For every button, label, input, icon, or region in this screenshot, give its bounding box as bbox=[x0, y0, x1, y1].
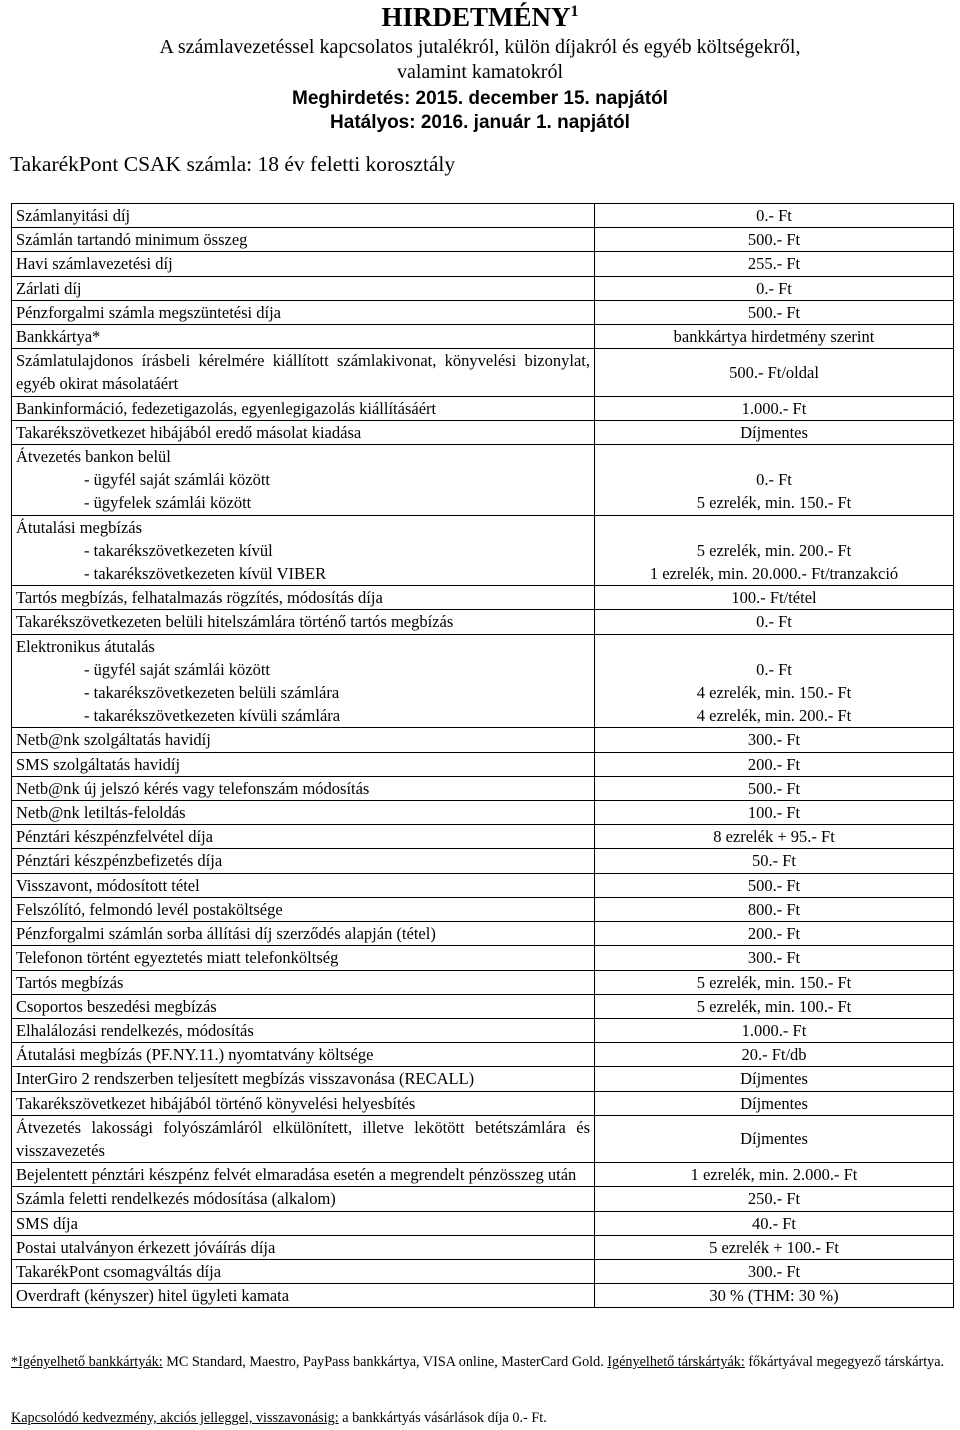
fee-row bbox=[12, 1187, 954, 1211]
fee-value-cell bbox=[595, 1067, 954, 1091]
fee-name: Pénztári készpénzfelvétel díja bbox=[16, 827, 213, 847]
fee-value: Díjmentes bbox=[740, 1093, 808, 1113]
fee-name-cell bbox=[12, 252, 595, 276]
fee-value-cell bbox=[595, 325, 954, 349]
fee-value-cell bbox=[595, 1259, 954, 1283]
fee-table bbox=[11, 203, 954, 1308]
fee-name-cell bbox=[12, 1211, 595, 1235]
fee-name: Csoportos beszedési megbízás bbox=[16, 996, 217, 1016]
cards-label: *Igényelhető bankkártyák: bbox=[11, 1354, 163, 1370]
fee-value-cell bbox=[595, 515, 954, 586]
fee-row bbox=[12, 420, 954, 444]
fee-value: 4 ezrelék, min. 150.- Ft bbox=[696, 683, 852, 703]
fee-value: 0.- Ft bbox=[756, 470, 792, 490]
cards-text: MC Standard, Maestro, PayPass bankkártya, VISA online, MasterCard Gold. bbox=[162, 1354, 608, 1370]
fee-name: Tartós megbízás bbox=[16, 972, 124, 992]
fee-name-cell bbox=[12, 420, 595, 444]
fee-name-cell bbox=[12, 1115, 595, 1162]
discount-footnote bbox=[11, 1409, 951, 1428]
fee-name-cell bbox=[12, 728, 595, 752]
fee-value: 5 ezrelék, min. 150.- Ft bbox=[696, 972, 852, 992]
fee-value: 800.- Ft bbox=[747, 899, 801, 919]
fee-name: Számlanyitási díj bbox=[16, 206, 131, 225]
fee-value: 300.- Ft bbox=[747, 730, 801, 750]
fee-value-cell bbox=[595, 873, 954, 897]
fee-value: 300.- Ft bbox=[747, 1261, 801, 1281]
fee-value: Díjmentes bbox=[740, 1069, 808, 1089]
announcement-date: Meghirdetés: 2015. december 15. napjától bbox=[292, 88, 668, 109]
fee-value bbox=[599, 445, 949, 468]
fee-row bbox=[12, 970, 954, 994]
fee-value-cell bbox=[595, 1091, 954, 1115]
fee-row bbox=[12, 1091, 954, 1115]
fee-name: Bejelentett pénztári készpénz felvét elmaradása esetén a megrendelt pénzösszeg után bbox=[16, 1165, 577, 1185]
fee-value: 4 ezrelék, min. 200.- Ft bbox=[696, 706, 852, 726]
fee-name: - takarékszövetkezeten belüli számlára bbox=[84, 683, 340, 703]
fee-name-cell bbox=[12, 970, 595, 994]
fee-value: 500.- Ft bbox=[747, 875, 801, 895]
fee-name: Pénztári készpénzbefizetés díja bbox=[16, 851, 223, 871]
fee-value: 8 ezrelék + 95.- Ft bbox=[713, 827, 835, 847]
fee-row bbox=[12, 300, 954, 324]
fee-name-cell bbox=[12, 946, 595, 970]
fee-name-cell bbox=[12, 586, 595, 610]
fee-value: 0.- Ft bbox=[756, 612, 792, 632]
title-text: HIRDETMÉNY bbox=[381, 2, 571, 32]
fee-name: Havi számlavezetési díj bbox=[16, 254, 173, 274]
fee-value-cell bbox=[595, 396, 954, 420]
fee-name-cell bbox=[12, 801, 595, 825]
fee-row bbox=[12, 994, 954, 1018]
fee-row bbox=[12, 586, 954, 610]
fee-value-cell bbox=[595, 252, 954, 276]
fee-row bbox=[12, 776, 954, 800]
fee-name: Elektronikus átutalás bbox=[16, 636, 155, 656]
fee-value-cell bbox=[595, 946, 954, 970]
fee-name-cell bbox=[12, 1043, 595, 1067]
fee-value-cell bbox=[595, 610, 954, 634]
fee-value-cell bbox=[595, 276, 954, 300]
fee-name: Átvezetés lakossági folyószámláról elkülönített, illetve lekötött betétszámlára és visszavezetés bbox=[16, 1117, 590, 1160]
fee-name: Számla feletti rendelkezés módosítása (alkalom) bbox=[16, 1189, 336, 1209]
effective-date: Hatályos: 2016. január 1. napjától bbox=[330, 112, 630, 133]
fee-row bbox=[12, 849, 954, 873]
fee-name: - ügyfelek számlái között bbox=[84, 493, 252, 513]
fee-name: Bankkártya* bbox=[16, 327, 101, 347]
fee-value: 1 ezrelék, min. 2.000.- Ft bbox=[690, 1165, 858, 1185]
fee-value-cell bbox=[595, 300, 954, 324]
fee-row bbox=[12, 349, 954, 396]
fee-name: Átutalási megbízás (PF.NY.11.) nyomtatvány költsége bbox=[16, 1045, 374, 1065]
fee-row bbox=[12, 922, 954, 946]
subtitle-line-2: valamint kamatokról bbox=[396, 61, 564, 83]
fee-name: Netb@nk új jelszó kérés vagy telefonszám módosítás bbox=[16, 778, 370, 798]
fee-table-body bbox=[12, 204, 954, 1308]
fee-value-cell bbox=[595, 1115, 954, 1162]
partner-cards-text: főkártyával megegyező társkártya. bbox=[744, 1354, 945, 1370]
fee-name: Bankinformáció, fedezetigazolás, egyenlegigazolás kiállításáért bbox=[16, 398, 437, 418]
fee-name: SMS díja bbox=[16, 1213, 78, 1233]
fee-value-cell bbox=[595, 752, 954, 776]
fee-name-cell bbox=[12, 1018, 595, 1042]
fee-name-cell bbox=[12, 610, 595, 634]
fee-row bbox=[12, 1018, 954, 1042]
fee-row bbox=[12, 752, 954, 776]
fee-name: - takarékszövetkezeten kívül VIBER bbox=[84, 564, 327, 584]
fee-value: 100.- Ft bbox=[747, 803, 801, 823]
fee-value: 40.- Ft bbox=[751, 1213, 796, 1233]
fee-name-cell bbox=[12, 994, 595, 1018]
fee-row bbox=[12, 252, 954, 276]
fee-name: Pénzforgalmi számla megszüntetési díja bbox=[16, 302, 281, 322]
subtitle-line-1: A számlavezetéssel kapcsolatos jutalékról, külön díjakról és egyéb költségekről, bbox=[159, 36, 801, 58]
fee-value: 1 ezrelék, min. 20.000.- Ft/tranzakció bbox=[649, 564, 899, 584]
fee-value-cell bbox=[595, 445, 954, 516]
fee-name-cell bbox=[12, 1091, 595, 1115]
fee-name: - ügyfél saját számlái között bbox=[84, 659, 271, 679]
fee-value-cell bbox=[595, 228, 954, 252]
fee-value: 500.- Ft/oldal bbox=[729, 362, 819, 382]
fee-value: 5 ezrelék, min. 200.- Ft bbox=[696, 540, 852, 560]
fee-name: - ügyfél saját számlái között bbox=[84, 470, 271, 490]
fee-value-cell bbox=[595, 349, 954, 396]
fee-row bbox=[12, 1043, 954, 1067]
fee-name-cell bbox=[12, 445, 595, 516]
fee-name: Postai utalványon érkezett jóváírás díja bbox=[16, 1237, 276, 1257]
fee-value bbox=[599, 516, 949, 539]
fee-row bbox=[12, 1115, 954, 1162]
fee-name: Számlatulajdonos írásbeli kérelmére kiállított számlakivonat, könyvelési bizonylat, egyéb okirat másolatáért bbox=[16, 351, 590, 394]
fee-name-cell bbox=[12, 897, 595, 921]
fee-row bbox=[12, 610, 954, 634]
fee-name: Átvezetés bankon belül bbox=[16, 447, 171, 467]
fee-name-cell bbox=[12, 204, 595, 228]
fee-row bbox=[12, 445, 954, 516]
fee-row bbox=[12, 228, 954, 252]
fee-name-cell bbox=[12, 849, 595, 873]
fee-name: Netb@nk szolgáltatás havidíj bbox=[16, 730, 211, 750]
fee-value-cell bbox=[595, 897, 954, 921]
fee-value-cell bbox=[595, 420, 954, 444]
fee-name: Takarékszövetkezeten belüli hitelszámlára történő tartós megbízás bbox=[16, 612, 454, 632]
fee-value-cell bbox=[595, 1043, 954, 1067]
fee-row bbox=[12, 276, 954, 300]
fee-value: 500.- Ft bbox=[747, 230, 801, 250]
fee-value-cell bbox=[595, 970, 954, 994]
fee-value-cell bbox=[595, 825, 954, 849]
fee-value bbox=[599, 635, 949, 658]
fee-name-cell bbox=[12, 1067, 595, 1091]
fee-value: 200.- Ft bbox=[747, 924, 801, 944]
product-title: TakarékPont CSAK számla: 18 év feletti korosztály bbox=[10, 152, 456, 176]
fee-name: Tartós megbízás, felhatalmazás rögzítés, módosítás díja bbox=[16, 588, 383, 608]
fee-row bbox=[12, 825, 954, 849]
fee-value: 0.- Ft bbox=[756, 659, 792, 679]
fee-row bbox=[12, 1259, 954, 1283]
fee-row bbox=[12, 204, 954, 228]
partner-cards-label: Igényelhető társkártyák: bbox=[607, 1354, 745, 1370]
fee-value: bankkártya hirdetmény szerint bbox=[673, 327, 875, 347]
fee-value: 250.- Ft bbox=[747, 1189, 801, 1209]
fee-value-cell bbox=[595, 1211, 954, 1235]
discount-text: a bankkártyás vásárlások díja 0.- Ft. bbox=[338, 1410, 547, 1426]
fee-name-cell bbox=[12, 228, 595, 252]
fee-name: Felszólító, felmondó levél postaköltsége bbox=[16, 899, 283, 919]
fee-value-cell bbox=[595, 1235, 954, 1259]
fee-value: 1.000.- Ft bbox=[741, 398, 807, 418]
fee-name-cell bbox=[12, 873, 595, 897]
fee-name-cell bbox=[12, 825, 595, 849]
fee-row bbox=[12, 515, 954, 586]
fee-name: Visszavont, módosított tétel bbox=[16, 875, 200, 895]
fee-value-cell bbox=[595, 634, 954, 728]
fee-name-cell bbox=[12, 1284, 595, 1308]
fee-name: Elhalálozási rendelkezés, módosítás bbox=[16, 1020, 254, 1040]
fee-row bbox=[12, 396, 954, 420]
fee-row bbox=[12, 1211, 954, 1235]
fee-row bbox=[12, 1163, 954, 1187]
fee-name-cell bbox=[12, 325, 595, 349]
fee-name: Zárlati díj bbox=[16, 278, 82, 298]
fee-value-cell bbox=[595, 801, 954, 825]
fee-name-cell bbox=[12, 515, 595, 586]
fee-value-cell bbox=[595, 204, 954, 228]
fee-value: 5 ezrelék + 100.- Ft bbox=[709, 1237, 839, 1257]
fee-name-cell bbox=[12, 1259, 595, 1283]
fee-value: 500.- Ft bbox=[747, 778, 801, 798]
fee-value-cell bbox=[595, 776, 954, 800]
fee-value: 255.- Ft bbox=[747, 254, 801, 274]
fee-name: - takarékszövetkezeten kívül bbox=[84, 540, 273, 560]
fee-name-cell bbox=[12, 1235, 595, 1259]
fee-name: InterGiro 2 rendszerben teljesített megbízás visszavonása (RECALL) bbox=[16, 1069, 475, 1089]
fee-value-cell bbox=[595, 1187, 954, 1211]
fee-row bbox=[12, 946, 954, 970]
fee-name: - takarékszövetkezeten kívüli számlára bbox=[84, 706, 341, 726]
fee-value: 0.- Ft bbox=[756, 206, 792, 225]
fee-row bbox=[12, 897, 954, 921]
fee-value: 100.- Ft/tétel bbox=[731, 588, 817, 608]
fee-row bbox=[12, 728, 954, 752]
fee-name: Netb@nk letiltás-feloldás bbox=[16, 803, 186, 823]
fee-value-cell bbox=[595, 1284, 954, 1308]
fee-name-cell bbox=[12, 349, 595, 396]
fee-value-cell bbox=[595, 994, 954, 1018]
fee-row bbox=[12, 325, 954, 349]
fee-name-cell bbox=[12, 1163, 595, 1187]
fee-name: TakarékPont csomagváltás díja bbox=[16, 1261, 222, 1281]
fee-value: 500.- Ft bbox=[747, 302, 801, 322]
fee-row bbox=[12, 1235, 954, 1259]
fee-name-cell bbox=[12, 276, 595, 300]
fee-name-cell bbox=[12, 752, 595, 776]
fee-value: Díjmentes bbox=[740, 422, 808, 442]
fee-value: 5 ezrelék, min. 100.- Ft bbox=[696, 996, 852, 1016]
fee-name: Pénzforgalmi számlán sorba állítási díj szerződés alapján (tétel) bbox=[16, 924, 436, 944]
fee-row bbox=[12, 1067, 954, 1091]
fee-name: Overdraft (kényszer) hitel ügyleti kamata bbox=[16, 1286, 290, 1306]
fee-name-cell bbox=[12, 776, 595, 800]
fee-value: 0.- Ft bbox=[756, 278, 792, 298]
fee-name-cell bbox=[12, 634, 595, 728]
fee-value: 30 % (THM: 30 %) bbox=[709, 1286, 839, 1306]
fee-value: 5 ezrelék, min. 150.- Ft bbox=[696, 493, 852, 513]
fee-name: Átutalási megbízás bbox=[16, 517, 143, 537]
fee-name: Takarékszövetkezet hibájából eredő másolat kiadása bbox=[16, 422, 362, 442]
fee-value-cell bbox=[595, 1163, 954, 1187]
fee-value: 50.- Ft bbox=[751, 851, 796, 871]
fee-value: 1.000.- Ft bbox=[741, 1020, 807, 1040]
fee-name-cell bbox=[12, 1187, 595, 1211]
fee-value-cell bbox=[595, 849, 954, 873]
fee-name: Telefonon történt egyeztetés miatt telefonköltség bbox=[16, 948, 339, 968]
document-title bbox=[0, 2, 960, 33]
fee-row bbox=[12, 801, 954, 825]
fee-value-cell bbox=[595, 922, 954, 946]
discount-label: Kapcsolódó kedvezmény, akciós jelleggel, visszavonásig: bbox=[11, 1410, 339, 1426]
fee-name-cell bbox=[12, 396, 595, 420]
fee-row bbox=[12, 634, 954, 728]
title-footnote-mark: 1 bbox=[570, 3, 579, 20]
fee-name: Takarékszövetkezet hibájából történő könyvelési helyesbítés bbox=[16, 1093, 416, 1113]
fee-value-cell bbox=[595, 586, 954, 610]
fee-value: Díjmentes bbox=[740, 1129, 808, 1149]
fee-row bbox=[12, 1284, 954, 1308]
fee-value: 200.- Ft bbox=[747, 754, 801, 774]
fee-value: 300.- Ft bbox=[747, 948, 801, 968]
fee-name-cell bbox=[12, 300, 595, 324]
fee-value: 20.- Ft/db bbox=[741, 1045, 807, 1065]
fee-name: SMS szolgáltatás havidíj bbox=[16, 754, 181, 774]
fee-name: Számlán tartandó minimum összeg bbox=[16, 230, 248, 250]
card-footnote bbox=[11, 1353, 951, 1372]
fee-row bbox=[12, 873, 954, 897]
fee-value-cell bbox=[595, 1018, 954, 1042]
fee-value-cell bbox=[595, 728, 954, 752]
fee-name-cell bbox=[12, 922, 595, 946]
